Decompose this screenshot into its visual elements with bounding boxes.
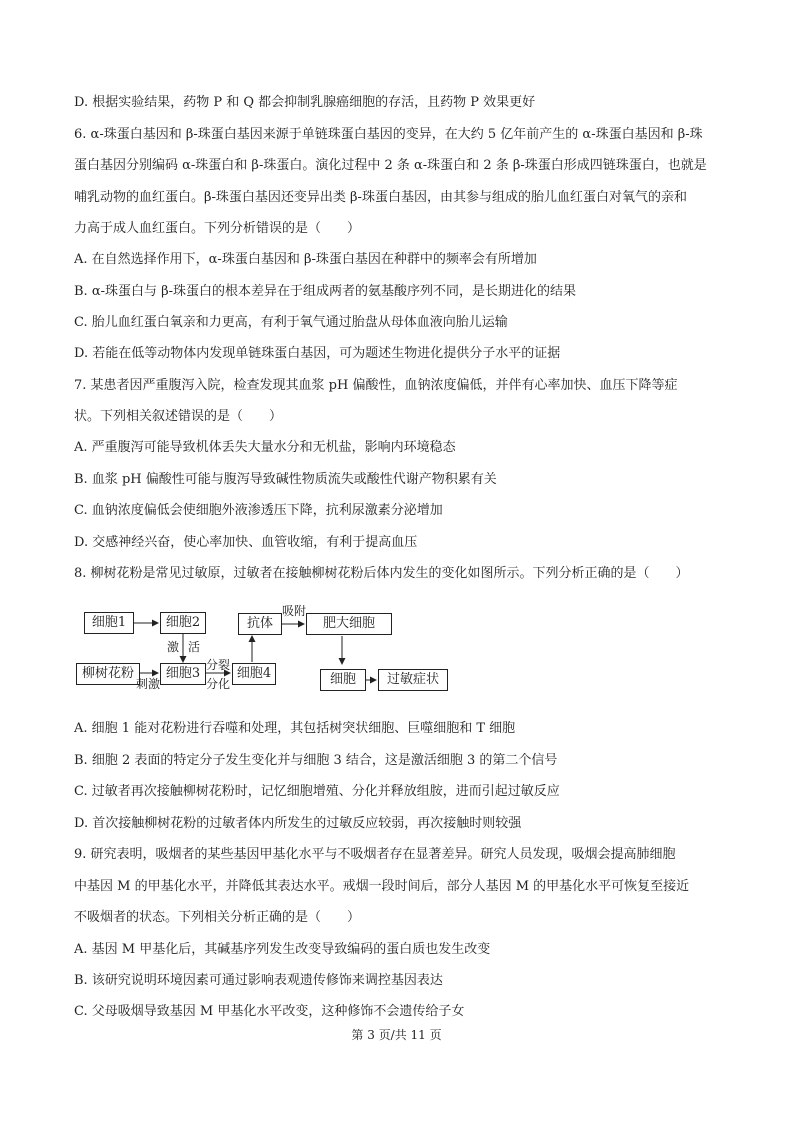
label-activate-2: 活 [188,640,201,654]
question-7-line-2: 状。下列相关叙述错误的是（ ） [74,409,283,424]
label-stimulate: 刺激 [136,677,161,691]
question-9-line-1: 9. 研究表明，吸烟者的某些基因甲基化水平与不吸烟者存在显著差异。研究人员发现，吸烟会提高肺细胞 [74,847,676,862]
cell-2-box: 细胞2 [160,612,206,634]
label-divide: 分裂 [206,658,231,672]
antibody-box: 抗体 [238,613,282,635]
question-6-line-2: 蛋白基因分别编码 α-珠蛋白和 β-珠蛋白。演化过程中 2 条 α-珠蛋白和 2 条 β-珠蛋白形成四链珠蛋白，也就是 [74,158,707,173]
question-9-line-3: 不吸烟者的状态。下列相关分析正确的是（ ） [74,910,361,925]
option-6b: B. α-珠蛋白与 β-珠蛋白的根本差异在于组成两者的氨基酸序列不同，是长期进化的结果 [74,284,577,299]
option-6a: A. 在自然选择作用下，α-珠蛋白基因和 β-珠蛋白基因在种群中的频率会有所增加 [74,252,537,267]
question-6-line-4: 力高于成人血红蛋白。下列分析错误的是（ ） [74,221,361,236]
cell-4-box: 细胞4 [232,663,276,685]
option-7d: D. 交感神经兴奋，使心率加快、血管收缩，有利于提高血压 [74,535,418,550]
allergy-symptom-box: 过敏症状 [378,669,448,691]
question-7-line-1: 7. 某患者因严重腹泻入院，检查发现其血浆 pH 偏酸性，血钠浓度偏低，并伴有心率加快、血压下降等症 [74,378,678,393]
cell-1-box: 细胞1 [84,612,134,634]
question-8-line-1: 8. 柳树花粉是常见过敏原，过敏者在接触柳树花粉后体内发生的变化如图所示。下列分析正确的是（ ） [74,566,689,581]
option-6d: D. 若能在低等动物体内发现单链珠蛋白基因，可为题述生物进化提供分子水平的证据 [74,346,561,361]
option-6c: C. 胎儿血红蛋白氧亲和力更高，有利于氧气通过胎盘从母体血液向胎儿运输 [74,315,508,330]
cell-box: 细胞 [320,669,366,691]
allergy-flow-diagram [72,600,492,700]
question-6-line-3: 哺乳动物的血红蛋白。β-珠蛋白基因还变异出类 β-珠蛋白基因，由其参与组成的胎儿血红蛋白对氧气的亲和 [74,190,687,205]
option-8c: C. 过敏者再次接触柳树花粉时，记忆细胞增殖、分化并释放组胺，进而引起过敏反应 [74,784,560,799]
option-8a: A. 细胞 1 能对花粉进行吞噬和处理，其包括树突状细胞、巨噬细胞和 T 细胞 [74,721,516,736]
option-8b: B. 细胞 2 表面的特定分子发生变化并与细胞 3 结合，这是激活细胞 3 的第二个信号 [74,753,558,768]
option-5d: D. 根据实验结果，药物 P 和 Q 都会抑制乳腺癌细胞的存活，且药物 P 效果更好 [74,95,536,110]
option-7c: C. 血钠浓度偏低会使细胞外液渗透压下降，抗利尿激素分泌增加 [74,503,443,518]
label-activate-1: 激 [167,640,180,654]
option-9b: B. 该研究说明环境因素可通过影响表观遗传修饰来调控基因表达 [74,973,443,988]
option-9a: A. 基因 M 甲基化后，其碱基序列发生改变导致编码的蛋白质也发生改变 [74,942,491,957]
option-7b: B. 血浆 pH 偏酸性可能与腹泻导致碱性物质流失或酸性代谢产物积累有关 [74,472,497,487]
label-differentiate: 分化 [206,677,231,691]
option-8d: D. 首次接触柳树花粉的过敏者体内所发生的过敏反应较弱，再次接触时则较强 [74,816,522,831]
label-adsorb: 吸附 [282,604,307,618]
mast-cell-box: 肥大细胞 [306,613,392,635]
option-7a: A. 严重腹泻可能导致机体丢失大量水分和无机盐，影响内环境稳态 [74,440,456,455]
cell-3-box: 细胞3 [160,663,206,685]
page-number-footer: 第 3 页/共 11 页 [351,1028,442,1042]
willow-pollen-box: 柳树花粉 [76,663,140,685]
question-9-line-2: 中基因 M 的甲基化水平，并降低其表达水平。戒烟一段时间后，部分人基因 M 的甲基化水平可恢复至接近 [74,879,690,894]
question-6-line-1: 6. α-珠蛋白基因和 β-珠蛋白基因来源于单链珠蛋白基因的变异，在大约 5 亿年前产生的 α-珠蛋白基因和 β-珠 [74,127,703,142]
option-9c: C. 父母吸烟导致基因 M 甲基化水平改变，这种修饰不会遗传给子女 [74,1004,465,1019]
